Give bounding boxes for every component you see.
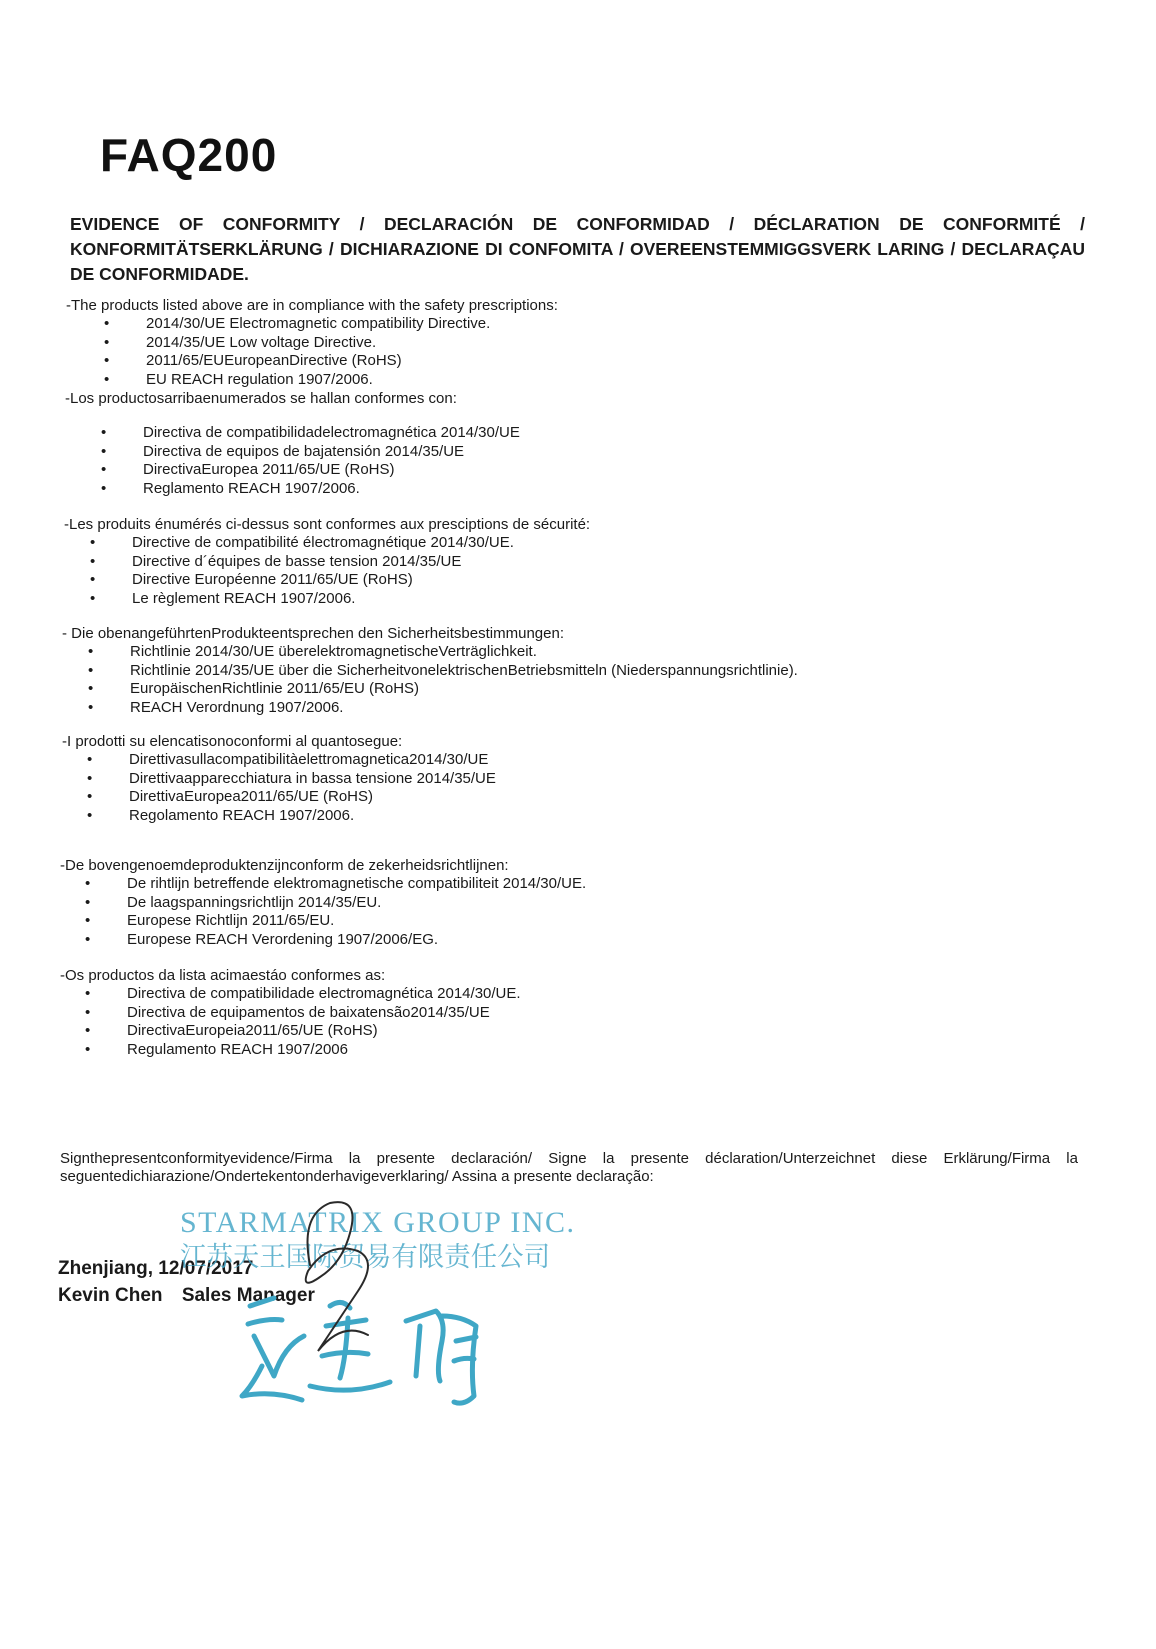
bullet-list <box>87 751 1062 826</box>
section-intro: -Os productos da lista acimaestáo conformes as: <box>60 967 386 984</box>
list-item: • DirettivaEuropea2011/65/UE (RoHS) <box>87 788 1062 807</box>
signer-role: Sales Manager <box>181 1285 315 1306</box>
section-intro: - Die obenangeführtenProdukteentsprechen den Sicherheitsbestimmungen: <box>62 625 564 642</box>
list-item: • Direttivaapparecchiatura in bassa tensione 2014/35/UE <box>87 770 1062 789</box>
section-intro: -De bovengenoemdeproduktenzijnconform de zekerheidsrichtlijnen: <box>60 857 509 874</box>
list-item: • EuropäischenRichtlinie 2011/65/EU (RoHS) <box>88 680 1062 699</box>
list-item: • Directiva de compatibilidadelectromagnética 2014/30/UE <box>101 424 1065 443</box>
list-item: • DirectivaEuropea 2011/65/UE (RoHS) <box>101 461 1065 480</box>
section-intro: -Los productosarribaenumerados se hallan conformes con: <box>65 390 457 407</box>
list-item: • Directiva de compatibilidade electromagnética 2014/30/UE. <box>85 985 1060 1004</box>
list-item: • Europese REACH Verordening 1907/2006/EG. <box>85 931 1060 950</box>
list-item: • Direttivasullacompatibilitàelettromagnetica2014/30/UE <box>87 751 1062 770</box>
section-italian <box>62 733 1062 826</box>
list-item: • Directive d´équipes de basse tension 2014/35/UE <box>90 553 1064 572</box>
list-item: • Directive de compatibilité électromagnétique 2014/30/UE. <box>90 534 1064 553</box>
section-portuguese <box>60 967 1060 1060</box>
list-item: • Directive Européenne 2011/65/UE (RoHS) <box>90 571 1064 590</box>
section-german <box>62 625 1062 718</box>
list-item: • De rihtlijn betreffende elektromagnetische compatibiliteit 2014/30/UE. <box>85 875 1060 894</box>
section-intro: -The products listed above are in compliance with the safety prescriptions: <box>66 297 558 314</box>
bullet-list <box>90 534 1064 609</box>
list-item: • Directiva de equipamentos de baixatensão2014/35/UE <box>85 1004 1060 1023</box>
list-item: • REACH Verordnung 1907/2006. <box>88 699 1062 718</box>
bullet-list <box>85 875 1060 950</box>
stamp-line-chinese: 江苏天王国际贸易有限责任公司 <box>180 1242 550 1273</box>
list-item: • Le règlement REACH 1907/2006. <box>90 590 1064 609</box>
company-stamp <box>180 1196 600 1426</box>
list-item: • 2011/65/EUEuropeanDirective (RoHS) <box>104 352 1066 371</box>
bullet-list <box>85 985 1060 1060</box>
list-item: • Richtlinie 2014/30/UE überelektromagnetischeVerträglichkeit. <box>88 643 1062 662</box>
bullet-list <box>104 315 1066 390</box>
section-english <box>66 297 1066 390</box>
list-item: • Directiva de equipos de bajatensión 2014/35/UE <box>101 443 1065 462</box>
sign-statement: Signthepresentconformityevidence/Firma la presente declaración/ Signe la presente déclaration/Unterzeichnet diese Erklärung/Firma la seguentedichiarazione/Ondertekentonderhavigeverklaring/ Assina a presente declaração: <box>60 1150 1078 1185</box>
section-dutch <box>60 857 1060 950</box>
list-item: • 2014/35/UE Low voltage Directive. <box>104 334 1066 353</box>
section-french <box>64 516 1064 609</box>
list-item: • 2014/30/UE Electromagnetic compatibility Directive. <box>104 315 1066 334</box>
list-item: • EU REACH regulation 1907/2006. <box>104 371 1066 390</box>
list-item: • DirectivaEuropeia2011/65/UE (RoHS) <box>85 1022 1060 1041</box>
section-intro: -Les produits énumérés ci-dessus sont conformes aux presciptions de sécurité: <box>64 516 591 533</box>
place-and-date: Zhenjiang, 12/07/2017 <box>58 1258 254 1279</box>
conformity-heading: EVIDENCE OF CONFORMITY / DECLARACIÓN DE CONFORMIDAD / DÉCLARATION DE CONFORMITÉ / KONFORMITÄTSERKLÄRUNG / DICHIARAZIONE DI CONFOMITA / OVEREENSTEMMIGGSVERK LARING / DECLARAÇAU DE CONFORMIDADE. <box>70 214 1085 284</box>
list-item: • Regulamento REACH 1907/2006 <box>85 1041 1060 1060</box>
list-item: • Europese Richtlijn 2011/65/EU. <box>85 912 1060 931</box>
list-item: • De laagspanningsrichtlijn 2014/35/EU. <box>85 894 1060 913</box>
list-item: • Regolamento REACH 1907/2006. <box>87 807 1062 826</box>
bullet-list <box>88 643 1062 718</box>
section-spanish <box>65 390 1065 499</box>
stamp-line-english: STARMATRIX GROUP INC. <box>180 1206 576 1239</box>
signer-name: Kevin Chen <box>58 1285 163 1306</box>
section-intro: -I prodotti su elencatisonoconformi al quantosegue: <box>62 733 403 750</box>
signature-scribble <box>270 1195 380 1365</box>
bullet-list <box>101 424 1065 499</box>
list-item: • Reglamento REACH 1907/2006. <box>101 480 1065 499</box>
list-item: • Richtlinie 2014/35/UE über die SicherheitvonelektrischenBetriebsmitteln (Niederspannungsrichtlinie). <box>88 662 1062 681</box>
document-title: FAQ200 <box>100 129 278 181</box>
